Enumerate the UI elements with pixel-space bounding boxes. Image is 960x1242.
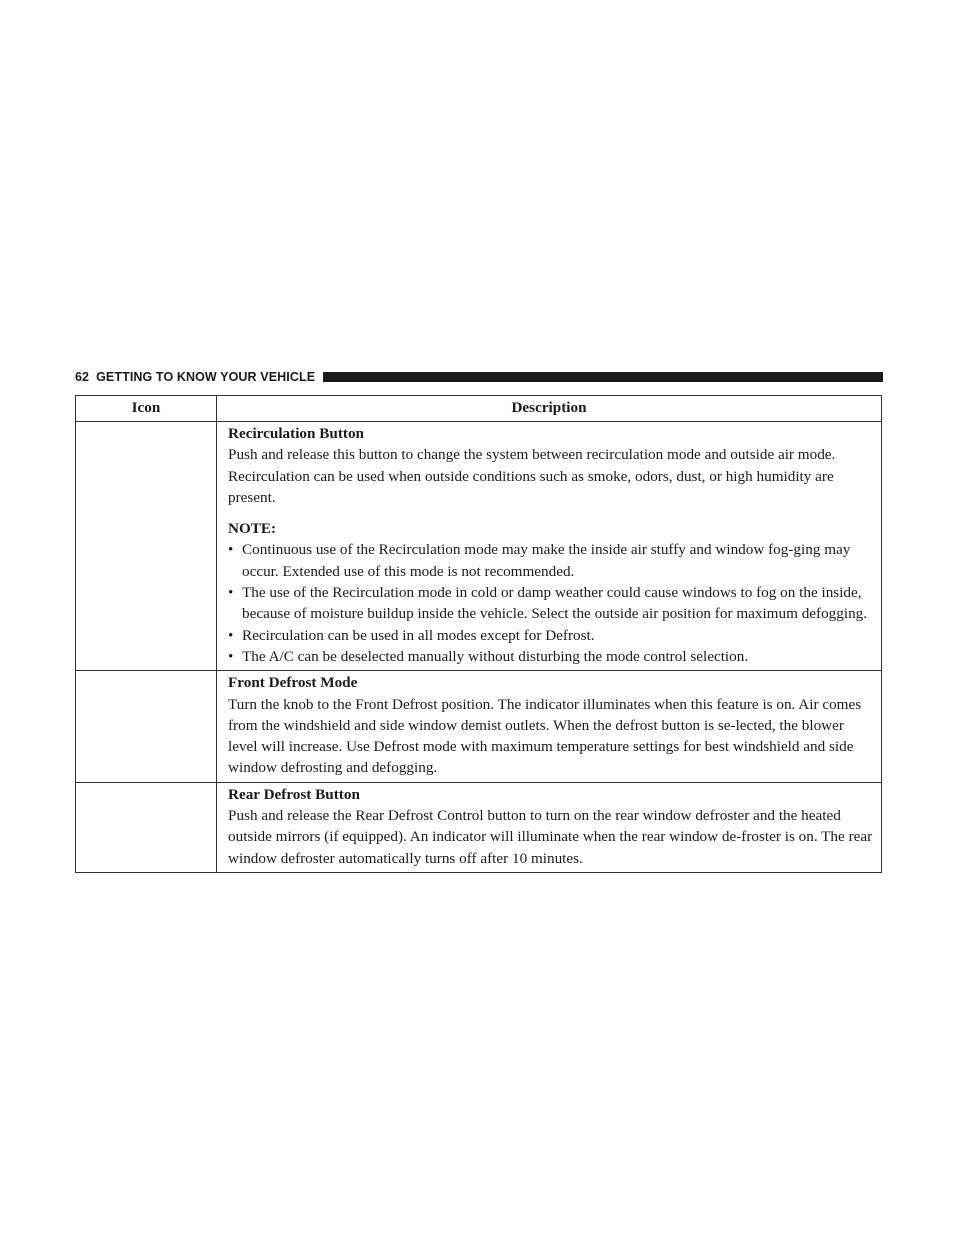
list-item: • The use of the Recirculation mode in cold or damp weather could cause windows to fog on the inside, because of moisture buildup inside the vehicle. Select the outside air position for maximum defogging. [228, 582, 877, 625]
icon-cell-recirculation [76, 422, 217, 671]
list-item: • Continuous use of the Recirculation mode may make the inside air stuffy and window fog-ging may occur. Extended use of this mode is not recommended. [228, 539, 877, 582]
description-cell-rear-defrost [217, 782, 882, 872]
controls-table [75, 395, 882, 873]
page-number: 62 [75, 370, 90, 384]
icon-cell-front-defrost [76, 671, 217, 782]
row-title: Rear Defrost Button [228, 785, 360, 803]
icon-cell-rear-defrost [76, 782, 217, 872]
icon-column-header: Icon [76, 396, 217, 422]
list-item: • The A/C can be deselected manually without disturbing the mode control selection. [228, 646, 877, 667]
page-header [75, 369, 883, 385]
description-column-header: Description [217, 396, 882, 422]
row-title: Recirculation Button [228, 425, 364, 442]
row-body: Push and release the Rear Defrost Control button to turn on the rear window defroster and the heated outside mirrors (if equipped). An indicator will illuminate when the rear window de-froster is on. The rear window defroster automatically turns off after 10 minutes. [228, 807, 873, 867]
row-title: Front Defrost Mode [228, 674, 358, 692]
table-header-row [76, 396, 882, 422]
table-row-rear-defrost [76, 782, 882, 872]
table-row-recirculation [76, 422, 882, 671]
section-title: GETTING TO KNOW YOUR VEHICLE [96, 370, 316, 384]
row-body: Push and release this button to change the system between recirculation mode and outside air mode. Recirculation can be used when outside conditions such as smoke, odors, dust, or high humidity are present. [228, 446, 836, 506]
description-cell-front-defrost [217, 671, 882, 782]
table-row-front-defrost [76, 671, 882, 782]
list-item: • Recirculation can be used in all modes except for Defrost. [228, 625, 877, 646]
notes-list [228, 539, 877, 667]
description-cell-recirculation [217, 422, 882, 671]
row-body: Turn the knob to the Front Defrost position. The indicator illuminates when this feature is on. Air comes from the windshield and side window demist outlets. When the defrost button is se-lected, the blower level will increase. Use Defrost mode with maximum temperature settings for best windshield and side window defrosting and defogging. [228, 695, 862, 777]
note-label: NOTE: [228, 520, 277, 538]
header-rule [323, 372, 883, 382]
